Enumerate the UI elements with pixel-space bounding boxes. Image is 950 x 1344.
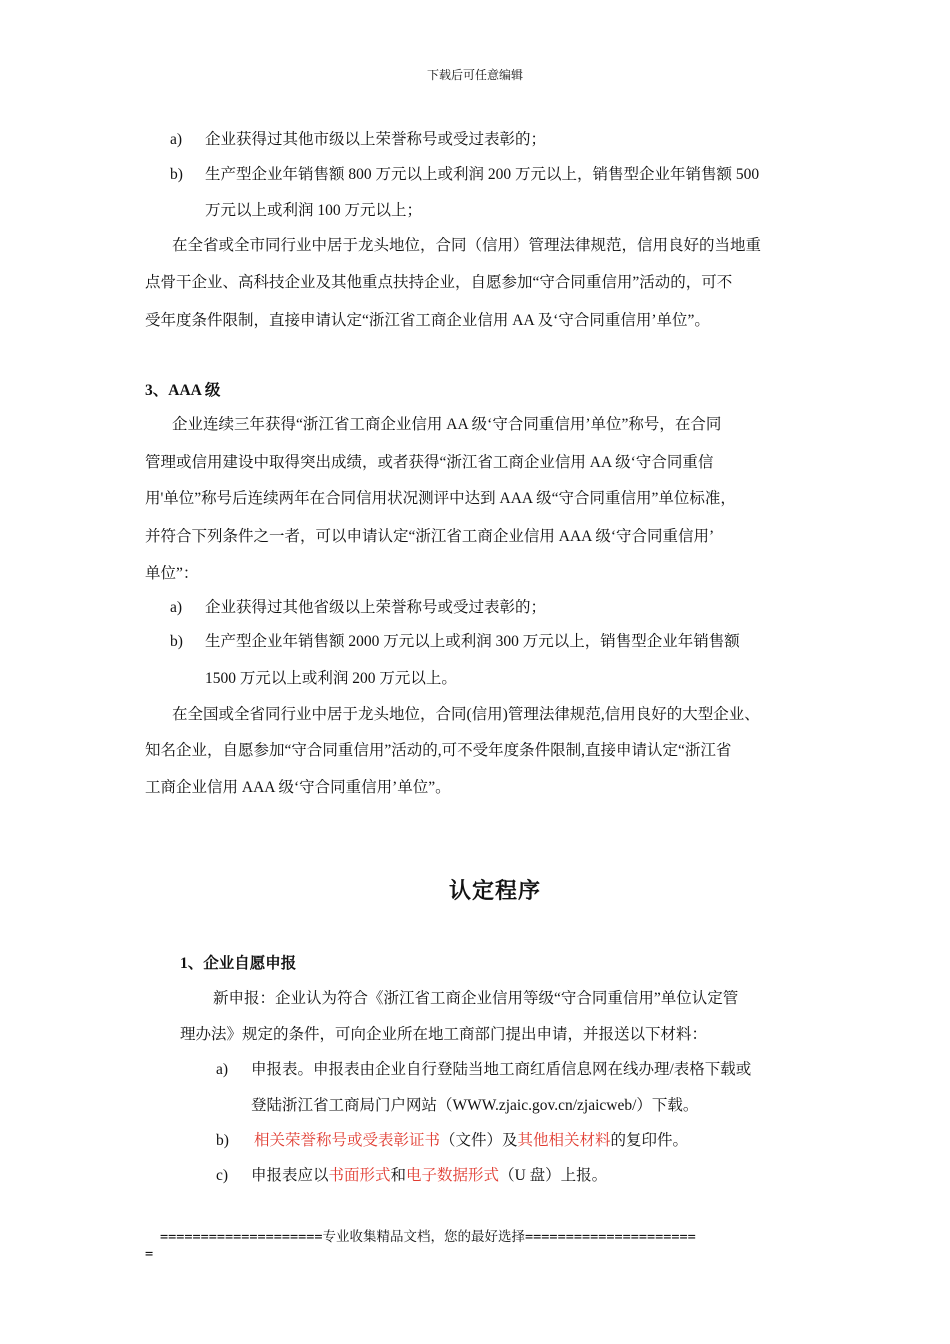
paragraph-line: 理办法》规定的条件，可向企业所在地工商部门提出申请，并报送以下材料： <box>180 1026 708 1043</box>
list-item <box>254 1131 688 1151</box>
paragraph-line: 工商企业信用 AAA 级‘守合同重信用’单位”。 <box>145 779 451 796</box>
footer-banner-continuation: = <box>145 1246 154 1262</box>
paragraph-line: 在全省或全市同行业中居于龙头地位，合同（信用）管理法律规范，信用良好的当地重 <box>172 237 762 254</box>
list-item: 申报表。申报表由企业自行登陆当地工商红盾信息网在线办理/表格下载或 <box>251 1061 752 1078</box>
list-item <box>251 1166 607 1186</box>
list-marker: b) <box>216 1132 229 1149</box>
list-item-continuation: 万元以上或利润 100 万元以上； <box>205 202 423 219</box>
text-run: （U 盘）上报。 <box>499 1167 608 1184</box>
paragraph-line: 并符合下列条件之一者，可以申请认定“浙江省工商企业信用 AAA 级‘守合同重信用’ <box>145 528 715 545</box>
page-header: 下载后可任意编辑 <box>426 68 523 82</box>
paragraph-line: 在全国或全省同行业中居于龙头地位，合同(信用)管理法律规范,信用良好的大型企业、 <box>172 706 760 723</box>
paragraph-line: 用'单位”称号后连续两年在合同信用状况测评中达到 AAA 级“守合同重信用”单位标准， <box>145 490 736 507</box>
text-run: 和 <box>390 1167 407 1184</box>
step-heading: 1、企业自愿申报 <box>180 955 297 972</box>
text-run: 申报表应以 <box>251 1167 329 1184</box>
list-marker: a) <box>170 599 183 616</box>
paragraph-line: 新申报：企业认为符合《浙江省工商企业信用等级“守合同重信用”单位认定管 <box>213 990 739 1007</box>
text-run: （文件）及 <box>440 1132 518 1149</box>
highlight-text: 相关荣誉称号或受表彰证书 <box>254 1132 441 1149</box>
list-marker: a) <box>170 131 183 148</box>
section-heading: 3、AAA 级 <box>145 382 221 399</box>
list-marker: b) <box>170 166 183 183</box>
highlight-text: 电子数据形式 <box>406 1167 500 1184</box>
paragraph-line: 管理或信用建设中取得突出成绩，或者获得“浙江省工商企业信用 AA 级‘守合同重信 <box>145 454 714 471</box>
list-item-continuation: 登陆浙江省工商局门户网站（WWW.zjaic.gov.cn/zjaicweb/）下载。 <box>251 1097 699 1114</box>
list-marker: b) <box>170 633 183 650</box>
list-item: 企业获得过其他市级以上荣誉称号或受过表彰的； <box>205 131 547 148</box>
list-marker: a) <box>216 1061 229 1078</box>
list-item-continuation: 1500 万元以上或利润 200 万元以上。 <box>205 670 457 687</box>
paragraph-line: 受年度条件限制，直接申请认定“浙江省工商企业信用 AA 及‘守合同重信用’单位”。 <box>145 312 710 329</box>
paragraph-line: 点骨干企业、高科技企业及其他重点扶持企业，自愿参加“守合同重信用”活动的，可不 <box>145 274 733 291</box>
highlight-text: 书面形式 <box>328 1167 391 1184</box>
list-item: 生产型企业年销售额 2000 万元以上或利润 300 万元以上，销售型企业年销售额 <box>205 633 740 650</box>
paragraph-line: 企业连续三年获得“浙江省工商企业信用 AA 级‘守合同重信用’单位”称号，在合同 <box>172 416 722 433</box>
highlight-text: 其他相关材料 <box>517 1132 611 1149</box>
list-item: 生产型企业年销售额 800 万元以上或利润 200 万元以上，销售型企业年销售额 500 <box>205 166 760 183</box>
list-item: 企业获得过其他省级以上荣誉称号或受过表彰的； <box>205 599 547 616</box>
section-title: 认定程序 <box>448 878 541 903</box>
paragraph-line: 知名企业，自愿参加“守合同重信用”活动的,可不受年度条件限制,直接申请认定“浙江省 <box>145 742 732 759</box>
text-run: 的复印件。 <box>610 1132 689 1149</box>
list-marker: c) <box>216 1167 229 1184</box>
footer-banner: ====================专业收集精品文档，您的最好选择===================== <box>160 1229 696 1245</box>
paragraph-line: 单位”： <box>145 565 199 582</box>
